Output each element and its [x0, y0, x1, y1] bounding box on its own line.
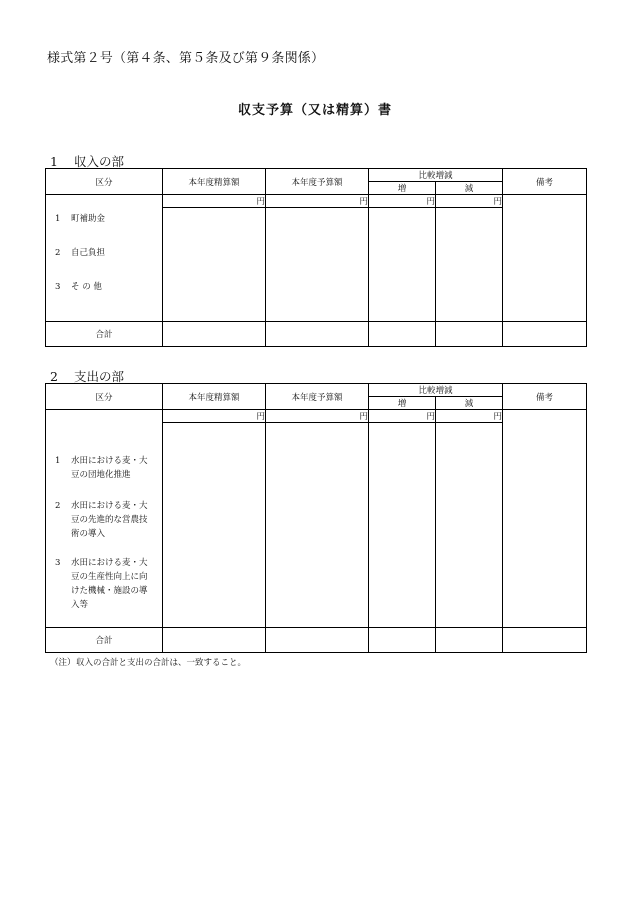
expenditure-item-label: 水田における麦・大豆の生産性向上に向けた機械・施設の導入等	[71, 558, 148, 610]
income-increase-unit: 円	[369, 195, 436, 208]
expenditure-total-increase	[369, 628, 436, 653]
income-settlement-cell	[163, 208, 266, 322]
income-item-label: 自己負担	[71, 248, 106, 258]
expenditure-table	[45, 383, 587, 653]
expenditure-header-category: 区分	[46, 384, 163, 410]
list-item	[46, 212, 162, 246]
income-total-remarks	[503, 322, 587, 347]
expenditure-total-decrease	[436, 628, 503, 653]
income-header-decrease: 減	[436, 182, 503, 195]
expenditure-section-number: 2	[50, 369, 58, 384]
income-item-label: 町補助金	[71, 214, 106, 224]
list-item	[46, 499, 162, 556]
expenditure-item-label: 水田における麦・大豆の先進的な営農技術の導入	[71, 501, 148, 539]
income-category-cell	[46, 195, 163, 322]
form-label: 様式第２号（第４条、第５条及び第９条関係）	[47, 51, 325, 66]
expenditure-item-label: 水田における麦・大豆の団地化推進	[71, 456, 148, 480]
income-header-remarks: 備考	[503, 169, 587, 195]
income-table	[45, 168, 587, 347]
income-item-label: そ の 他	[71, 282, 102, 292]
expenditure-header-budget: 本年度予算額	[266, 384, 369, 410]
footnote-text: 収入の合計と支出の合計は、一致すること。	[76, 658, 247, 668]
expenditure-header-remarks: 備考	[503, 384, 587, 410]
expenditure-total-budget	[266, 628, 369, 653]
expenditure-budget-cell	[266, 423, 369, 628]
income-increase-cell	[369, 208, 436, 322]
income-section-title: 収入の部	[74, 154, 125, 169]
income-item-number: 3	[55, 282, 61, 292]
expenditure-header-settlement: 本年度精算額	[163, 384, 266, 410]
income-item-number: 2	[55, 248, 61, 258]
expenditure-header-increase: 増	[369, 397, 436, 410]
income-header-settlement: 本年度精算額	[163, 169, 266, 195]
expenditure-header-comparison: 比較増減	[369, 384, 503, 397]
income-total-increase	[369, 322, 436, 347]
list-item	[46, 556, 162, 616]
income-header-category: 区分	[46, 169, 163, 195]
income-budget-unit: 円	[266, 195, 369, 208]
income-budget-cell	[266, 208, 369, 322]
list-item	[46, 246, 162, 280]
expenditure-remarks-cell	[503, 410, 587, 628]
expenditure-settlement-cell	[163, 423, 266, 628]
income-settlement-unit: 円	[163, 195, 266, 208]
expenditure-budget-unit: 円	[266, 410, 369, 423]
income-decrease-cell	[436, 208, 503, 322]
expenditure-total-remarks	[503, 628, 587, 653]
income-section-number: 1	[50, 154, 58, 169]
list-item	[46, 280, 162, 314]
expenditure-category-cell	[46, 410, 163, 628]
expenditure-decrease-unit: 円	[436, 410, 503, 423]
income-decrease-unit: 円	[436, 195, 503, 208]
footnote-tag: （注）	[50, 658, 76, 668]
expenditure-increase-cell	[369, 423, 436, 628]
footnote	[50, 656, 246, 668]
expenditure-section-title: 支出の部	[74, 369, 125, 384]
income-remarks-cell	[503, 195, 587, 322]
income-header-comparison: 比較増減	[369, 169, 503, 182]
income-item-number: 1	[55, 214, 61, 224]
expenditure-item-number: 1	[55, 456, 61, 466]
list-item	[46, 454, 162, 499]
income-total-label: 合計	[46, 322, 163, 347]
expenditure-header-decrease: 減	[436, 397, 503, 410]
expenditure-item-number: 2	[55, 501, 61, 511]
expenditure-item-number: 3	[55, 558, 61, 568]
income-total-settlement	[163, 322, 266, 347]
expenditure-settlement-unit: 円	[163, 410, 266, 423]
expenditure-increase-unit: 円	[369, 410, 436, 423]
income-header-increase: 増	[369, 182, 436, 195]
expenditure-total-label: 合計	[46, 628, 163, 653]
document-title: 収支予算（又は精算）書	[237, 103, 392, 118]
income-header-budget: 本年度予算額	[266, 169, 369, 195]
income-total-decrease	[436, 322, 503, 347]
income-total-budget	[266, 322, 369, 347]
expenditure-decrease-cell	[436, 423, 503, 628]
expenditure-total-settlement	[163, 628, 266, 653]
